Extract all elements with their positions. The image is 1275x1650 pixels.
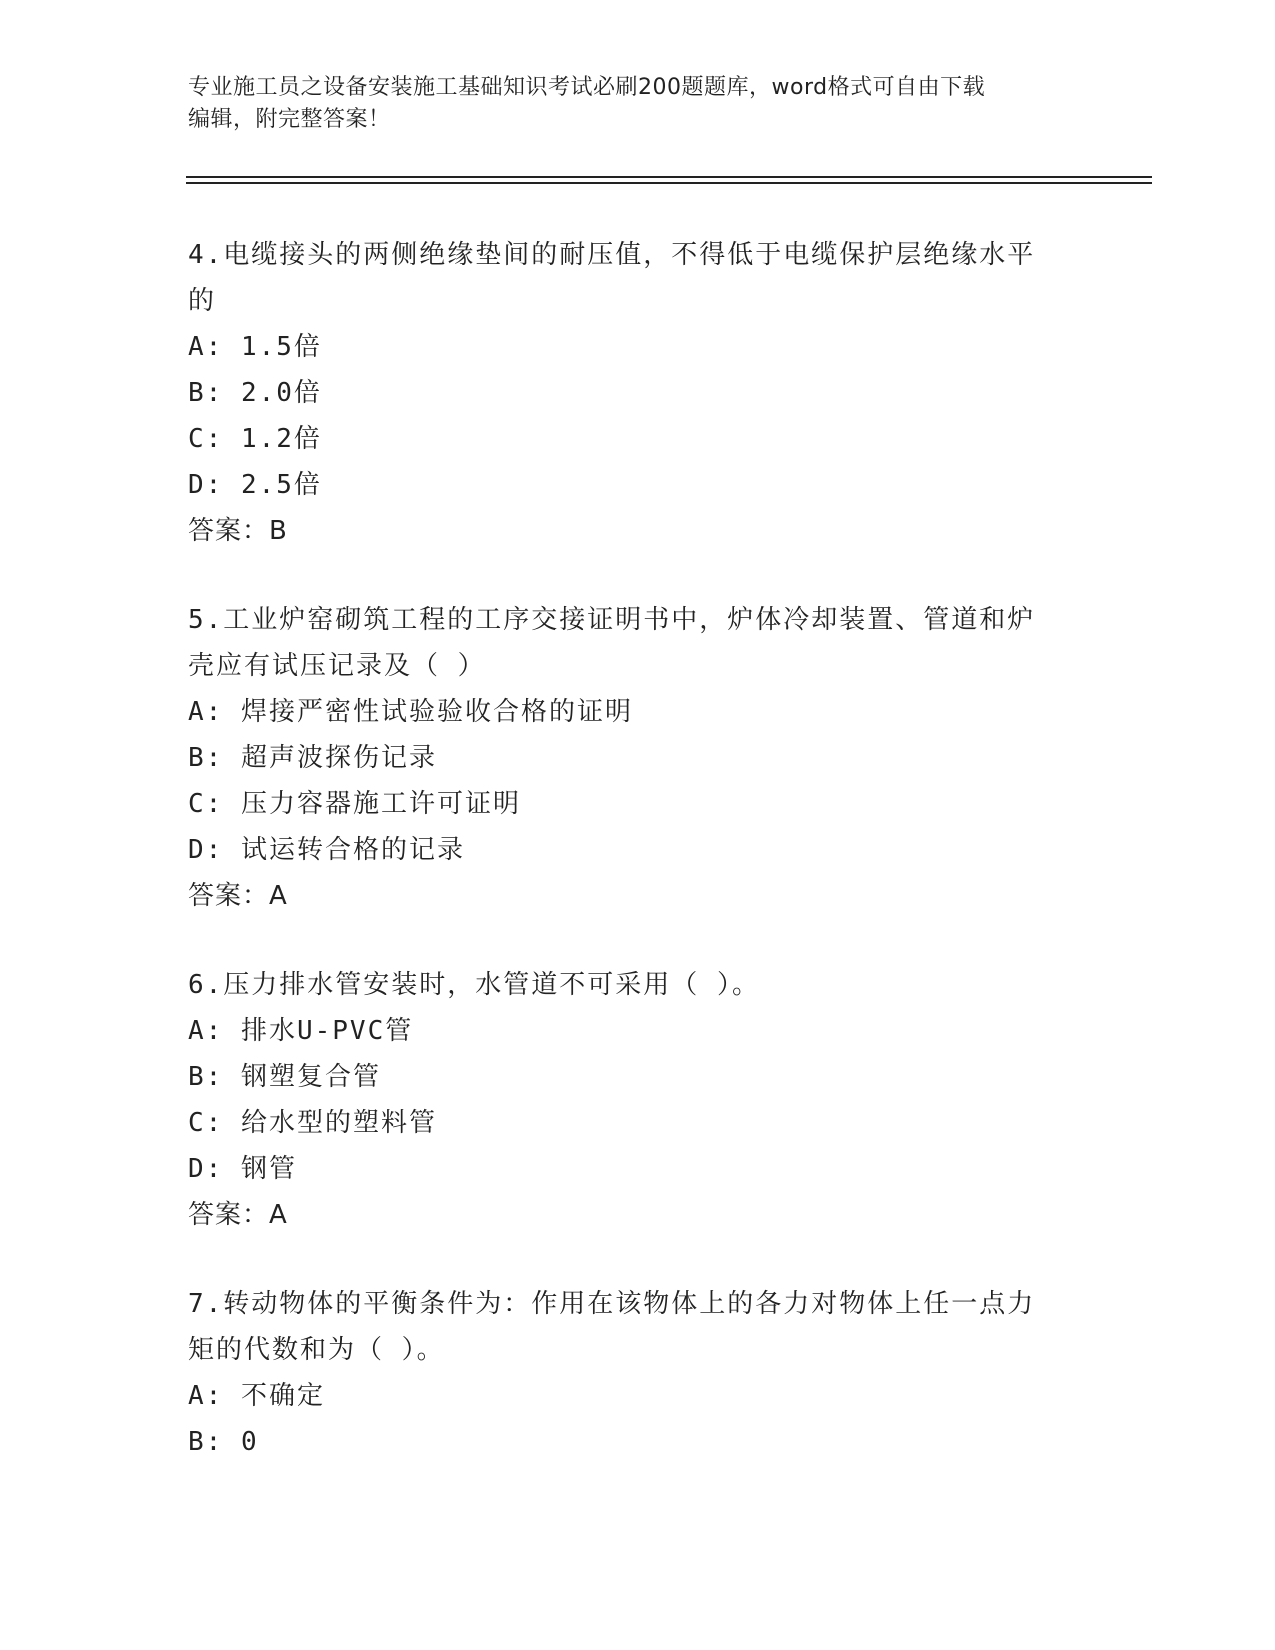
header-rule-top bbox=[186, 176, 1152, 178]
header-line-2: 编辑，附完整答案！ bbox=[188, 107, 391, 132]
option-c: C: 压力容器施工许可证明 bbox=[188, 789, 521, 819]
question-stem-line: 6.压力排水管安装时，水管道不可采用（ ）。 bbox=[188, 970, 760, 1000]
option-c: C: 给水型的塑料管 bbox=[188, 1108, 437, 1138]
option-d: D: 钢管 bbox=[188, 1154, 297, 1184]
question-stem-line: 的 bbox=[188, 286, 217, 316]
question-stem-line: 矩的代数和为（ ）。 bbox=[188, 1335, 445, 1365]
question-stem-line: 4.电缆接头的两侧绝缘垫间的耐压值，不得低于电缆保护层绝缘水平 bbox=[188, 240, 1036, 270]
question-6 bbox=[188, 962, 1068, 1238]
header-line-1: 专业施工员之设备安装施工基础知识考试必刷200题题库，word格式可自由下载 bbox=[188, 75, 986, 100]
option-b: B: 超声波探伤记录 bbox=[188, 743, 437, 773]
answer-label: 答案：A bbox=[188, 881, 288, 911]
question-stem-line: 5.工业炉窑砌筑工程的工序交接证明书中，炉体冷却装置、管道和炉 bbox=[188, 605, 1036, 635]
option-a: A: 焊接严密性试验验收合格的证明 bbox=[188, 697, 633, 727]
question-7 bbox=[188, 1281, 1068, 1465]
answer-label: 答案：B bbox=[188, 516, 288, 546]
option-b: B: 0 bbox=[188, 1427, 259, 1457]
option-a: A: 不确定 bbox=[188, 1381, 325, 1411]
option-b: B: 钢塑复合管 bbox=[188, 1062, 381, 1092]
header-rule-bottom bbox=[186, 182, 1152, 184]
option-a: A: 1.5倍 bbox=[188, 332, 322, 362]
document-header bbox=[188, 72, 1088, 136]
option-a: A: 排水U-PVC管 bbox=[188, 1016, 414, 1046]
question-4 bbox=[188, 232, 1068, 554]
question-5 bbox=[188, 597, 1068, 919]
option-b: B: 2.0倍 bbox=[188, 378, 322, 408]
question-stem-line: 壳应有试压记录及（ ） bbox=[188, 651, 486, 681]
answer-label: 答案：A bbox=[188, 1200, 288, 1230]
question-stem-line: 7.转动物体的平衡条件为：作用在该物体上的各力对物体上任一点力 bbox=[188, 1289, 1036, 1319]
option-d: D: 试运转合格的记录 bbox=[188, 835, 465, 865]
option-c: C: 1.2倍 bbox=[188, 424, 322, 454]
option-d: D: 2.5倍 bbox=[188, 470, 322, 500]
